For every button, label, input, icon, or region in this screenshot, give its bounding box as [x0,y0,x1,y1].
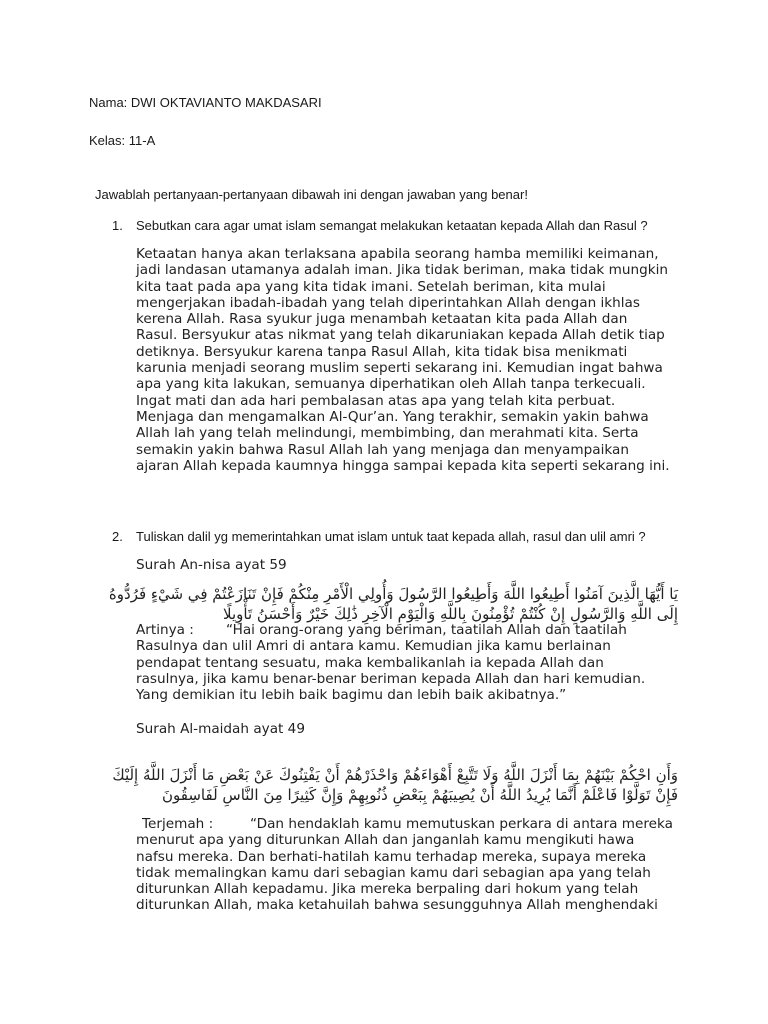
answer-line: ajaran Allah kepada kaumnya hingga sampai kepada kita seperti sekarang ini. [136,457,670,474]
answer-line: Allah lah yang telah melindungi, membimbing, dan merahmati kita. Serta [136,425,639,442]
answer-line: Ketaatan hanya akan terlaksana apabila seorang hamba memiliki keimanan, [136,246,659,262]
answer-line: mengerjakan ibadah-ibadah yang telah diperintahkan Allah dengan ikhlas [136,294,640,311]
question-1-answer [136,246,696,474]
instruction-text: Jawablah pertanyaan-pertanyaan dibawah ini dengan jawaban yang benar! [95,187,528,202]
translation-line: nafsu mereka. Dan berhati-hatilah kamu terhadap mereka, supaya mereka [136,848,647,865]
answer-line: apa yang kita lakukan, semuanya diperhatikan oleh Allah tanpa terkecuali. [136,376,646,393]
answer-line: Ingat mati dan ada hari pembalasan atas apa yang telah kita perbuat. [136,392,616,409]
translation-line: diturunkan Allah kepadamu. Jika mereka berpaling dari hokum yang telah [136,881,639,898]
question-1-number: 1. [112,218,123,233]
arabic-line: إِلَى اللَّهِ وَالرَّسُولِ إِنْ كُنْتُمْ تُؤْمِنُونَ بِاللَّهِ وَالْيَوْمِ الْآخِرِ ذَٰلِكَ خَيْرٌ وَأَحْسَنُ تَأْوِيلًا [223,605,678,623]
question-2-number: 2. [112,529,123,544]
surah-al-maidah-translation [136,816,696,914]
surah-an-nisa-translation [136,622,696,703]
answer-line: semakin yakin bahwa Rasul Allah lah yang menjaga dan menyampaikan [136,441,629,458]
arabic-line: يَا أَيُّهَا الَّذِينَ آمَنُوا أَطِيعُوا اللَّهَ وَأَطِيعُوا الرَّسُولَ وَأُولِي الْأَمْرِ مِنْكُمْ فَإِنْ تَنَازَعْتُمْ فِي شَيْءٍ فَرُدُّوهُ [108,585,678,603]
translation-label: Artinya : [136,622,194,638]
arabic-line: وَأَنِ احْكُمْ بَيْنَهُمْ بِمَا أَنْزَلَ اللَّهُ وَلَا تَتَّبِعْ أَهْوَاءَهُمْ وَاحْذَرْهُمْ أَنْ يَفْتِنُوكَ عَنْ بَعْضِ مَا أَنْزَلَ اللَّهُ إِلَيْكَ [112,766,678,784]
translation-line: rasulnya, jika kamu benar-benar beriman kepada Allah dan hari kemudian. [136,670,646,687]
surah-al-maidah-arabic [112,765,678,805]
translation-line: “Hai orang-orang yang beriman, taatilah Allah dan taatilah [226,622,627,638]
arabic-line: فَإِنْ تَوَلَّوْا فَاعْلَمْ أَنَّمَا يُرِيدُ اللَّهُ أَنْ يُصِيبَهُمْ بِبَعْضِ ذُنُوبِهِمْ وَإِنَّ كَثِيرًا مِنَ النَّاسِ لَفَاسِقُونَ [161,786,678,804]
surah-an-nisa-title: Surah An-nisa ayat 59 [136,557,287,573]
answer-line: jadi landasan utamanya adalah iman. Jika tidak beriman, maka tidak mungkin [136,262,668,279]
answer-line: Rasul. Bersyukur atas nikmat yang telah dikaruniakan kepada Allah detik tiap [136,327,665,344]
translation-line: “Dan hendaklah kamu memutuskan perkara di antara mereka [250,816,673,832]
answer-line: karunia menjadi seorang muslim seperti sekarang ini. Kemudian ingat bahwa [136,360,663,377]
answer-line: detiknya. Bersyukur karena tanpa Rasul Allah, kita tidak bisa menikmati [136,343,628,360]
question-1-text: Sebutkan cara agar umat islam semangat melakukan ketaatan kepada Allah dan Rasul ? [136,218,648,233]
translation-line: pendapat tentang sesuatu, maka kembalikanlah ia kepada Allah dan [136,654,604,671]
translation-line: diturunkan Allah, maka ketahuilah bahwa sesungguhnya Allah menghendaki [136,897,658,914]
translation-line: tidak memalingkan kamu dari sebagian kamu dari sebagian apa yang telah [136,864,651,881]
answer-line: kita taat pada apa yang kita tidak imani. Setelah beriman, kita mulai [136,278,606,295]
answer-line: Menjaga dan mengamalkan Al-Qur’an. Yang terakhir, semakin yakin bahwa [136,408,649,425]
student-name: Nama: DWI OKTAVIANTO MAKDASARI [89,95,322,110]
surah-al-maidah-title: Surah Al-maidah ayat 49 [136,721,305,737]
surah-an-nisa-arabic [108,584,678,624]
translation-label: Terjemah : [142,816,214,832]
question-2-text: Tuliskan dalil yg memerintahkan umat islam untuk taat kepada allah, rasul dan ulil amri ? [136,529,646,544]
translation-line: Yang demikian itu lebih baik bagimu dan lebih baik akibatnya.” [136,687,567,704]
student-class: Kelas: 11-A [89,133,156,148]
translation-line: menurut apa yang diturunkan Allah dan janganlah kamu mengikuti hawa [136,832,635,849]
answer-line: kerena Allah. Rasa syukur juga menambah ketaatan kita pada Allah dan [136,311,628,328]
translation-line: Rasulnya dan ulil Amri di antara kamu. Kemudian jika kamu berlainan [136,638,611,655]
